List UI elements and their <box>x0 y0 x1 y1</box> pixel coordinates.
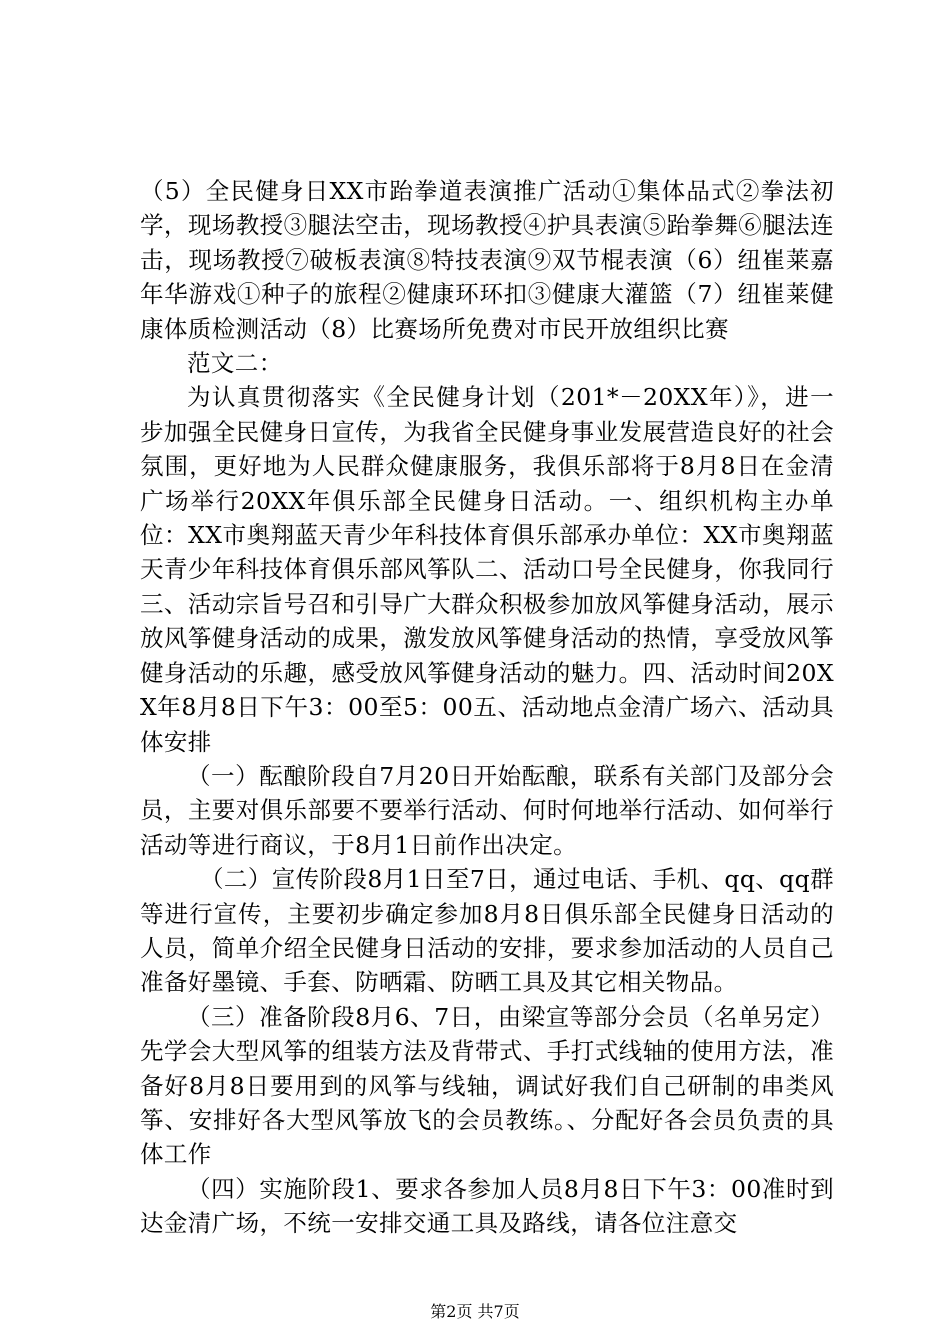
paragraph-stage-four: （四）实施阶段1、要求各参加人员8月8日下午3：00准时到达金清广场，不统一安排交通工具及路线，请各位注意交 <box>140 1174 834 1238</box>
paragraph-sample-heading: 范文二： <box>187 349 283 378</box>
document-body <box>140 174 834 1241</box>
page-number-footer: 第2页 共7页 <box>430 1302 520 1321</box>
paragraph-stage-one: （一）酝酿阶段自7月20日开始酝酿，联系有关部门及部分会员，主要对俱乐部要不要举行活动、何时何地举行活动、如何举行活动等进行商议，于8月1日前作出决定。 <box>140 761 834 859</box>
paragraph-stage-two: （二）宣传阶段8月1日至7日，通过电话、手机、qq、qq群等进行宣传，主要初步确定参加8月8日俱乐部全民健身日活动的人员，简单介绍全民健身日活动的安排，要求参加活动的人员自己准备好墨镜、手套、防晒霜、防晒工具及其它相关物品。 <box>140 865 834 997</box>
paragraph-introduction: 为认真贯彻落实《全民健身计划（201*－20XX年）》，进一步加强全民健身日宣传，为我省全民健身事业发展营造良好的社会氛围，更好地为人民群众健康服务，我俱乐部将于8月8日在金清广场举行20XX年俱乐部全民健身日活动。一、组织机构主办单位：XX市奥翔蓝天青少年科技体育俱乐部承办单位：XX市奥翔蓝天青少年科技体育俱乐部风筝队二、活动口号全民健身，你我同行三、活动宗旨号召和引导广大群众积极参加放风筝健身活动，展示放风筝健身活动的成果，激发放风筝健身活动的热情，享受放风筝健身活动的乐趣，感受放风筝健身活动的魅力。四、活动时间20XX年8月8日下午3：00至5：00五、活动地点金清广场六、活动具体安排 <box>140 383 834 756</box>
paragraph-stage-three: （三）准备阶段8月6、7日，由梁宣等部分会员（名单另定）先学会大型风筝的组装方法及背带式、手打式线轴的使用方法，准备好8月8日要用到的风筝与线轴，调试好我们自己研制的串类风筝、安排好各大型风筝放飞的会员教练。、分配好各会员负责的具体工作 <box>140 1002 834 1169</box>
paragraph-activity-list: （5）全民健身日XX市跆拳道表演推广活动①集体品式②拳法初学，现场教授③腿法空击，现场教授④护具表演⑤跆拳舞⑥腿法连击，现场教授⑦破板表演⑧特技表演⑨双节棍表演（6）纽崔莱嘉年华游戏①种子的旅程②健康环环扣③健康大灌篮（7）纽崔莱健康体质检测活动（8）比赛场所免费对市民开放组织比赛 <box>140 177 834 343</box>
